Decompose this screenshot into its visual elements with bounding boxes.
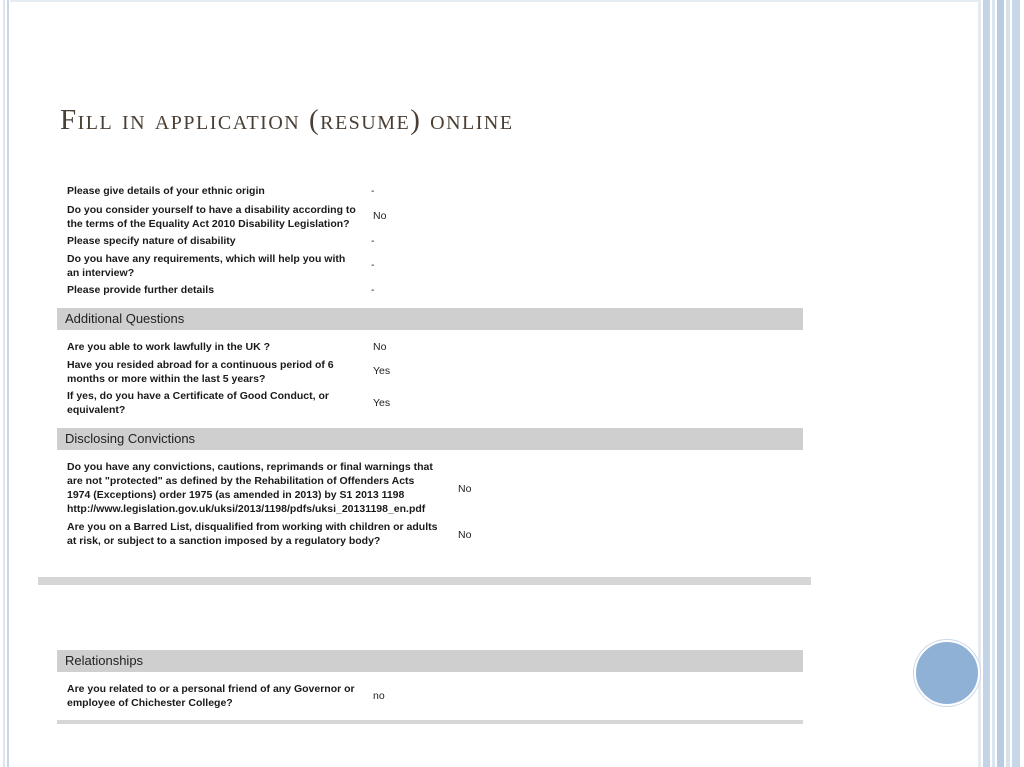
question-disability-line-1: Do you consider yourself to have a disability according to <box>67 204 356 216</box>
question-convictions-line-3: 1974 (Exceptions) order 1975 (as amended in 2013) by S1 2013 1198 <box>67 489 405 501</box>
answer-disability: No <box>373 210 387 222</box>
answer-good-conduct: Yes <box>373 397 391 409</box>
section-band-additional-questions <box>57 308 803 330</box>
left-border <box>0 0 9 767</box>
stripe <box>992 0 995 767</box>
question-work-lawfully: Are you able to work lawfully in the UK ? <box>67 341 271 353</box>
answer-convictions: No <box>458 483 472 495</box>
section-heading-disclosing-convictions: Disclosing Convictions <box>65 431 196 446</box>
question-requirements-line-1: Do you have any requirements, which will help you with <box>67 253 346 265</box>
section-heading-additional-questions: Additional Questions <box>65 311 185 326</box>
answer-barred-list: No <box>458 529 472 541</box>
stripe <box>1006 0 1010 767</box>
question-barred-list-line-1: Are you on a Barred List, disqualified from working with children or adults <box>67 521 438 533</box>
decorative-circle <box>914 640 980 706</box>
stripe <box>978 0 981 767</box>
answer-ethnic-origin: - <box>371 185 375 197</box>
answer-disability-nature: - <box>371 235 375 247</box>
question-related-line-1: Are you related to or a personal friend of any Governor or <box>67 683 355 695</box>
question-convictions-line-1: Do you have any convictions, cautions, reprimands or final warnings that <box>67 461 433 473</box>
question-good-conduct-line-2: equivalent? <box>67 404 126 416</box>
answer-related: no <box>373 690 385 702</box>
section-heading-relationships: Relationships <box>65 653 144 668</box>
answer-requirements: - <box>371 259 375 271</box>
question-resided-abroad-line-1: Have you resided abroad for a continuous period of 6 <box>67 359 334 371</box>
section-band-disclosing-convictions <box>57 428 803 450</box>
answer-resided-abroad: Yes <box>373 365 391 377</box>
question-convictions-line-4: http://www.legislation.gov.uk/uksi/2013/1198/pdfs/uksi_20131198_en.pdf <box>67 503 426 515</box>
stripe <box>1012 0 1020 767</box>
section-divider <box>38 577 811 585</box>
right-decorative-stripes <box>978 0 1024 767</box>
question-ethnic-origin: Please give details of your ethnic origin <box>67 185 265 197</box>
stripe <box>997 0 1004 767</box>
question-related-line-2: employee of Chichester College? <box>67 697 233 709</box>
question-convictions-line-2: are not "protected" as defined by the Rehabilitation of Offenders Acts <box>67 475 415 487</box>
question-barred-list-line-2: at risk, or subject to a sanction imposed by a regulatory body? <box>67 535 381 547</box>
slide-title: Fill in application (resume) online <box>60 104 514 136</box>
left-border-inner <box>3 0 5 767</box>
top-rule <box>10 0 978 2</box>
question-resided-abroad-line-2: months or more within the last 5 years? <box>67 373 266 385</box>
section-band-relationships <box>57 650 803 672</box>
question-good-conduct-line-1: If yes, do you have a Certificate of Good Conduct, or <box>67 390 329 402</box>
bottom-divider <box>57 720 803 724</box>
question-requirements-line-2: an interview? <box>67 267 135 279</box>
question-further-details: Please provide further details <box>67 284 215 296</box>
answer-work-lawfully: No <box>373 341 387 353</box>
answer-further-details: - <box>371 284 375 296</box>
stripe <box>983 0 990 767</box>
question-disability-nature: Please specify nature of disability <box>67 235 236 247</box>
question-disability-line-2: the terms of the Equality Act 2010 Disability Legislation? <box>67 218 350 230</box>
